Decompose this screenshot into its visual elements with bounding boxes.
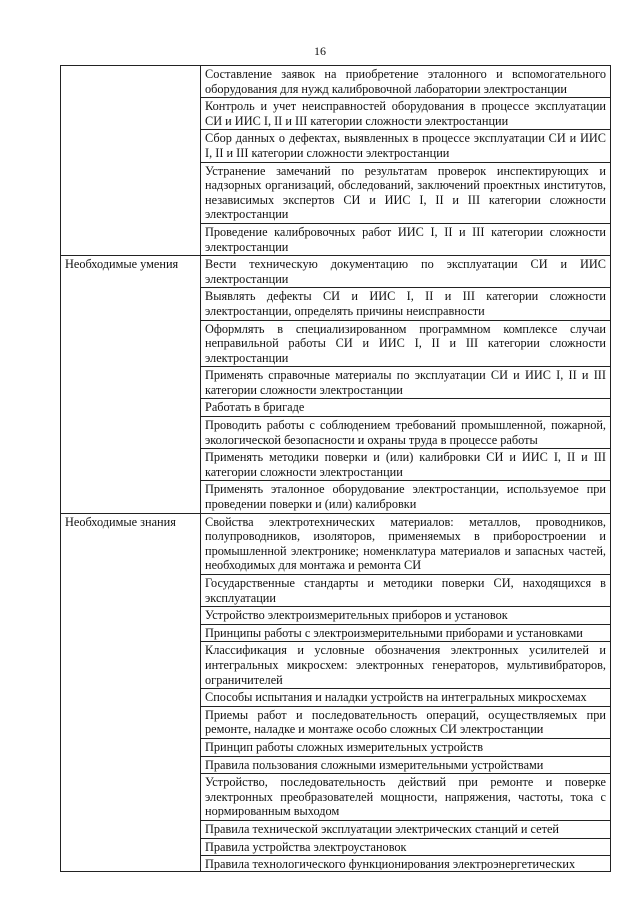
- knowledge-cell: Государственные стандарты и методики поверки СИ, находящихся в эксплуатации: [201, 575, 611, 607]
- skill-cell: Применять методики поверки и (или) калибровки СИ и ИИС I, II и III категории сложности электростанции: [201, 449, 611, 481]
- table-row: [61, 66, 611, 98]
- skill-cell: Применять справочные материалы по эксплуатации СИ и ИИС I, II и III категории сложности электростанции: [201, 367, 611, 399]
- knowledge-label: Необходимые знания: [61, 513, 201, 871]
- knowledge-cell: Приемы работ и последовательность операций, осуществляемых при ремонте, наладке и монтаже особо сложных СИ электростанции: [201, 706, 611, 738]
- knowledge-cell: Свойства электротехнических материалов: металлов, проводников, полупроводников, изоляторов, применяемых в приборостроении и промышленной электронике; номенклатура материалов и запасных частей, необходимых для монтажа и ремонта СИ: [201, 513, 611, 574]
- skill-cell: Оформлять в специализированном программном комплексе случаи неправильной работы СИ и ИИС I, II и III категории сложности электростанции: [201, 320, 611, 367]
- knowledge-cell: Правила технической эксплуатации электрических станций и сетей: [201, 820, 611, 838]
- table-row: [61, 256, 611, 288]
- knowledge-cell: Устройство электроизмерительных приборов и установок: [201, 607, 611, 625]
- skill-cell: Выявлять дефекты СИ и ИИС I, II и III категории сложности электростанции, определять причины неисправности: [201, 288, 611, 320]
- skill-cell: Работать в бригаде: [201, 399, 611, 417]
- skill-cell: Применять эталонное оборудование электростанции, используемое при проведении поверки и (или) калибровки: [201, 481, 611, 513]
- labor-action-cell: Сбор данных о дефектах, выявленных в процессе эксплуатации СИ и ИИС I, II и III категории сложности электростанции: [201, 130, 611, 162]
- skills-label: Необходимые умения: [61, 256, 201, 514]
- knowledge-cell: Устройство, последовательность действий при ремонте и поверке электронных преобразователей мощности, напряжения, частоты, тока с нормированным выходом: [201, 774, 611, 821]
- labor-action-cell: Проведение калибровочных работ ИИС I, II и III категории сложности электростанции: [201, 223, 611, 255]
- labor-action-cell: Контроль и учет неисправностей оборудования в процессе эксплуатации СИ и ИИС I, II и III категории сложности электростанции: [201, 98, 611, 130]
- requirements-table: [60, 65, 611, 872]
- page-number: 16: [314, 44, 326, 58]
- knowledge-cell: Принцип работы сложных измерительных устройств: [201, 738, 611, 756]
- knowledge-cell-text: Правила технологического функционирования электроэнергетических: [205, 857, 576, 871]
- knowledge-cell-cutoff: [201, 856, 611, 872]
- knowledge-cell: Правила пользования сложными измерительными устройствами: [201, 756, 611, 774]
- labor-action-cell: Устранение замечаний по результатам проверок инспектирующих и надзорных организаций, обследований, заключений проектных институтов, независимых экспертов СИ и ИИС I, II и III категории сложности электростанции: [201, 162, 611, 223]
- knowledge-cell: Способы испытания и наладки устройств на интегральных микросхемах: [201, 689, 611, 707]
- knowledge-cell: Принципы работы с электроизмерительными приборами и установками: [201, 624, 611, 642]
- table-row: [61, 513, 611, 574]
- label-cell-empty: [61, 66, 201, 256]
- knowledge-cell: Классификация и условные обозначения электронных усилителей и интегральных микросхем: электронных генераторов, мультивибраторов, ограничителей: [201, 642, 611, 689]
- skill-cell: Проводить работы с соблюдением требований промышленной, пожарной, экологической безопасности и охраны труда в процессе работы: [201, 417, 611, 449]
- labor-action-cell: Составление заявок на приобретение эталонного и вспомогательного оборудования для нужд калибровочной лаборатории электростанции: [201, 66, 611, 98]
- knowledge-cell: Правила устройства электроустановок: [201, 838, 611, 856]
- skill-cell: Вести техническую документацию по эксплуатации СИ и ИИС электростанции: [201, 256, 611, 288]
